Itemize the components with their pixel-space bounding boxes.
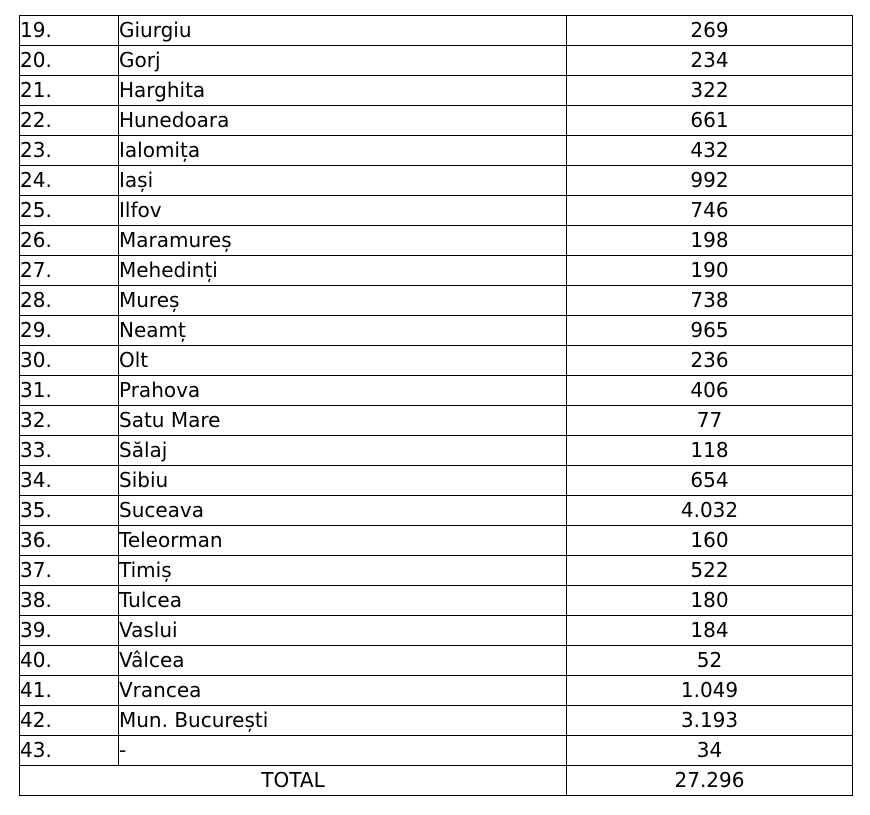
row-value: 118 [567,436,853,466]
county-name: Satu Mare [119,406,567,436]
row-value: 406 [567,376,853,406]
table-row [20,376,853,406]
county-name: Sibiu [119,466,567,496]
row-value: 965 [567,316,853,346]
county-name: Timiș [119,556,567,586]
table-row [20,676,853,706]
county-name: Tulcea [119,586,567,616]
row-value: 160 [567,526,853,556]
row-value: 738 [567,286,853,316]
county-name: Neamț [119,316,567,346]
table-row [20,256,853,286]
row-value: 661 [567,106,853,136]
county-name: Hunedoara [119,106,567,136]
table-row [20,196,853,226]
county-name: Ialomița [119,136,567,166]
county-name: Prahova [119,376,567,406]
row-number: 20. [20,46,119,76]
row-number: 27. [20,256,119,286]
row-value: 234 [567,46,853,76]
row-value: 184 [567,616,853,646]
row-number: 40. [20,646,119,676]
county-name: Gorj [119,46,567,76]
row-value: 77 [567,406,853,436]
row-number: 42. [20,706,119,736]
county-name: Iași [119,166,567,196]
row-number: 22. [20,106,119,136]
table-row [20,436,853,466]
row-value: 190 [567,256,853,286]
row-number: 36. [20,526,119,556]
row-value: 992 [567,166,853,196]
county-name: Mehedinți [119,256,567,286]
row-number: 39. [20,616,119,646]
row-value: 746 [567,196,853,226]
row-value: 322 [567,76,853,106]
county-name: Ilfov [119,196,567,226]
row-value: 432 [567,136,853,166]
row-number: 25. [20,196,119,226]
row-number: 19. [20,16,119,46]
county-name: Harghita [119,76,567,106]
total-row [20,766,853,796]
table-row [20,586,853,616]
row-number: 37. [20,556,119,586]
row-number: 26. [20,226,119,256]
row-number: 41. [20,676,119,706]
table-row [20,556,853,586]
row-value: 198 [567,226,853,256]
row-number: 35. [20,496,119,526]
table-row [20,406,853,436]
county-name: Vaslui [119,616,567,646]
row-number: 23. [20,136,119,166]
table-row [20,646,853,676]
table-row [20,526,853,556]
row-number: 30. [20,346,119,376]
row-number: 32. [20,406,119,436]
row-number: 33. [20,436,119,466]
row-value: 4.032 [567,496,853,526]
county-name: Vâlcea [119,646,567,676]
table-row [20,496,853,526]
total-value: 27.296 [567,766,853,796]
row-number: 28. [20,286,119,316]
table-row [20,316,853,346]
row-value: 52 [567,646,853,676]
table-row [20,616,853,646]
county-name: - [119,736,567,766]
county-name: Teleorman [119,526,567,556]
county-name: Sălaj [119,436,567,466]
row-number: 29. [20,316,119,346]
table-row [20,286,853,316]
county-name: Olt [119,346,567,376]
row-value: 654 [567,466,853,496]
county-name: Vrancea [119,676,567,706]
table-row [20,226,853,256]
row-number: 24. [20,166,119,196]
row-number: 38. [20,586,119,616]
county-name: Mun. București [119,706,567,736]
table-row [20,706,853,736]
total-label: TOTAL [20,766,567,796]
row-value: 269 [567,16,853,46]
county-name: Maramureș [119,226,567,256]
county-name: Mureș [119,286,567,316]
county-name: Giurgiu [119,16,567,46]
row-value: 522 [567,556,853,586]
row-value: 236 [567,346,853,376]
table-row [20,166,853,196]
table-row [20,736,853,766]
row-number: 31. [20,376,119,406]
row-value: 34 [567,736,853,766]
table-row [20,136,853,166]
row-value: 180 [567,586,853,616]
table-row [20,46,853,76]
row-number: 21. [20,76,119,106]
table-row [20,346,853,376]
county-name: Suceava [119,496,567,526]
table-row [20,466,853,496]
table-body [20,16,853,796]
table-row [20,16,853,46]
row-value: 1.049 [567,676,853,706]
row-number: 43. [20,736,119,766]
row-number: 34. [20,466,119,496]
county-table [19,15,853,796]
row-value: 3.193 [567,706,853,736]
table-row [20,106,853,136]
table-row [20,76,853,106]
